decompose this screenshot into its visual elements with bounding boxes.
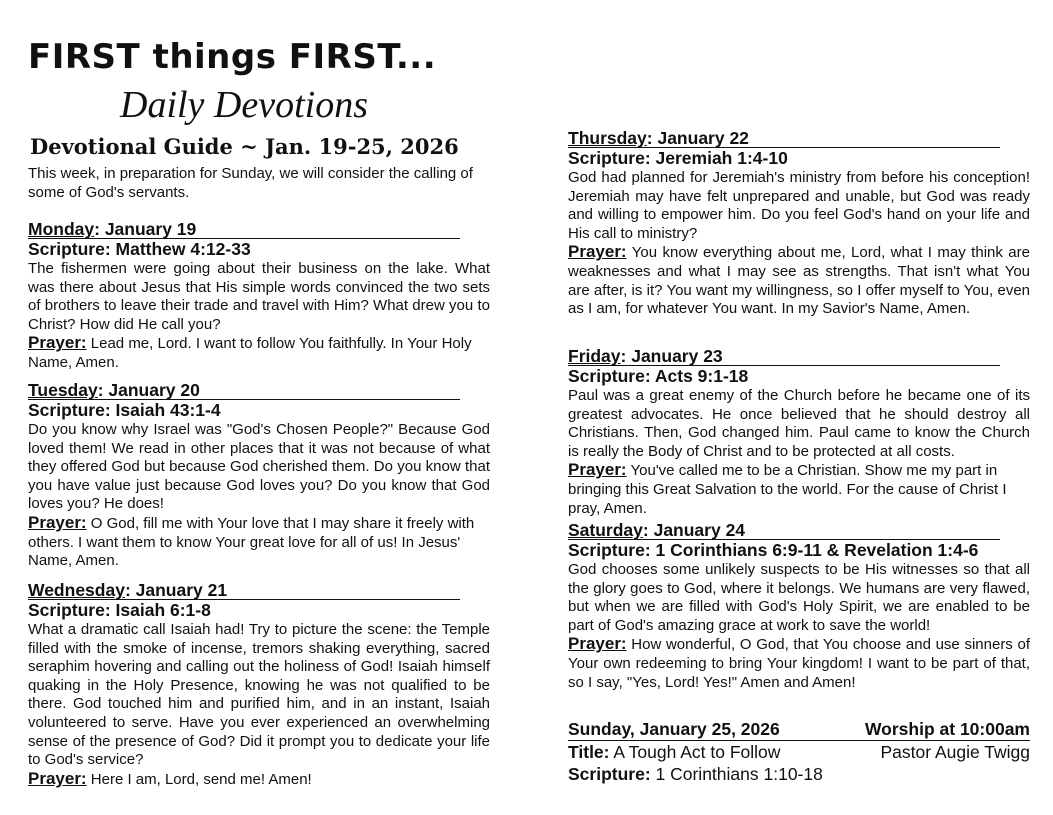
day-monday — [28, 219, 490, 373]
subtitle: Daily Devotions — [120, 84, 369, 126]
scripture-ref: Scripture: Acts 9:1-18 — [568, 366, 749, 386]
devotion-text: The fishermen were going about their business on the lake. What was there about Jesus that His simple words convinced the two sets of brothers to leave their trade and travel with Him? What drew you to Christ? How did He call you? — [28, 260, 490, 333]
day-saturday — [568, 520, 1030, 692]
day-heading: Tuesday: January 20 — [28, 380, 460, 400]
prayer: Prayer: You know everything about me, Lord, what I may think are weaknesses and what I may see as strengths. That isn't what You are after, is it? You want my willingness, so I offer myself to You, even as I am, for whatever You want. In my Savior's Name, Amen. — [568, 242, 1030, 318]
day-heading: Thursday: January 22 — [568, 128, 1000, 148]
sunday-scripture: 1 Corinthians 1:10-18 — [650, 764, 823, 784]
devotion-text: God had planned for Jeremiah's ministry from before his conception! Jeremiah may have felt unprepared and unable, but God was ready and willing to empower him. Do you feel God's hand on your life and His call to ministry? — [568, 169, 1030, 242]
day-thursday — [568, 128, 1030, 319]
devotion-text: What a dramatic call Isaiah had! Try to picture the scene: the Temple filled with the smoke of incense, tremors shaking everything, sacred seraphim hovering and calling out the holiness of God! Isaiah himself quaking in the Holy Presence, knowing he was not qualified to be there. God touched him and purified him, and in an instant, Isaiah volunteered to serve. Have you ever experienced an overwhelming sense of the presence of God? Did it prompt you to dedicate your life to God's service? — [28, 621, 490, 769]
day-tuesday — [28, 380, 490, 571]
prayer: Prayer: You've called me to be a Christian. Show me my part in bringing this Great Salvation to the world. For the cause of Christ I pray, Amen. — [568, 460, 1007, 517]
prayer: Prayer: Here I am, Lord, send me! Amen! — [28, 768, 312, 788]
scripture-ref: Scripture: Isaiah 43:1-4 — [28, 400, 221, 420]
brand-title: FIRST things FIRST... — [28, 37, 437, 77]
sunday-date: Sunday, January 25, 2026 — [568, 719, 780, 739]
day-heading: Friday: January 23 — [568, 346, 1000, 366]
day-wednesday — [28, 580, 490, 789]
scripture-ref: Scripture: Isaiah 6:1-8 — [28, 600, 211, 620]
prayer: Prayer: How wonderful, O God, that You choose and use sinners of Your own redeeming to bring Your kingdom! I want to be part of that, so I say, "Yes, Lord! Yes!" Amen and Amen! — [568, 634, 1030, 691]
day-heading: Wednesday: January 21 — [28, 580, 460, 600]
scripture-label: Scripture: — [568, 764, 651, 784]
scripture-ref: Scripture: 1 Corinthians 6:9-11 & Revelation 1:4-6 — [568, 540, 979, 560]
guide-title: Devotional Guide ~ Jan. 19-25, 2026 — [30, 134, 459, 159]
sunday-title-row — [568, 741, 1030, 763]
pastor-name: Pastor Augie Twigg — [880, 742, 1030, 762]
prayer: Prayer: Lead me, Lord. I want to follow You faithfully. In Your Holy Name, Amen. — [28, 333, 472, 371]
devotion-text: Do you know why Israel was "God's Chosen People?" Because God loved them! We read in other places that it was not because of what they offered God but because God cherished them. Do you know that you have value just because God loves you? Do you know that God loves you? He does! — [28, 421, 490, 513]
day-heading: Monday: January 19 — [28, 219, 460, 239]
devotion-text: Paul was a great enemy of the Church before he became one of its greatest advocates. He once believed that he should destroy all Christians. Then, God changed him. Paul came to know the Church is really the Body of Christ and to be protected at all costs. — [568, 387, 1030, 460]
scripture-ref: Scripture: Jeremiah 1:4-10 — [568, 148, 788, 168]
devotion-text: God chooses some unlikely suspects to be His witnesses so that all the glory goes to God, where it belongs. We humans are very flawed, but when we are filled with God's Holy Spirit, we are enabled to be part of God's amazing grace at work to save the world! — [568, 561, 1030, 634]
sermon-title: A Tough Act to Follow — [609, 742, 781, 762]
day-friday — [568, 346, 1030, 518]
day-heading: Saturday: January 24 — [568, 520, 1000, 540]
sunday-heading — [568, 718, 1030, 741]
title-label: Title: — [568, 742, 610, 762]
prayer: Prayer: O God, fill me with Your love that I may share it freely with others. I want them to know Your great love for all of us! In Jesus' Name, Amen. — [28, 512, 475, 570]
intro-text: This week, in preparation for Sunday, we will consider the calling of some of God's servants. — [28, 165, 473, 201]
sunday-section — [568, 718, 1030, 785]
sunday-scripture-row — [568, 763, 1030, 785]
worship-time: Worship at 10:00am — [864, 719, 1030, 739]
scripture-ref: Scripture: Matthew 4:12-33 — [28, 239, 251, 259]
